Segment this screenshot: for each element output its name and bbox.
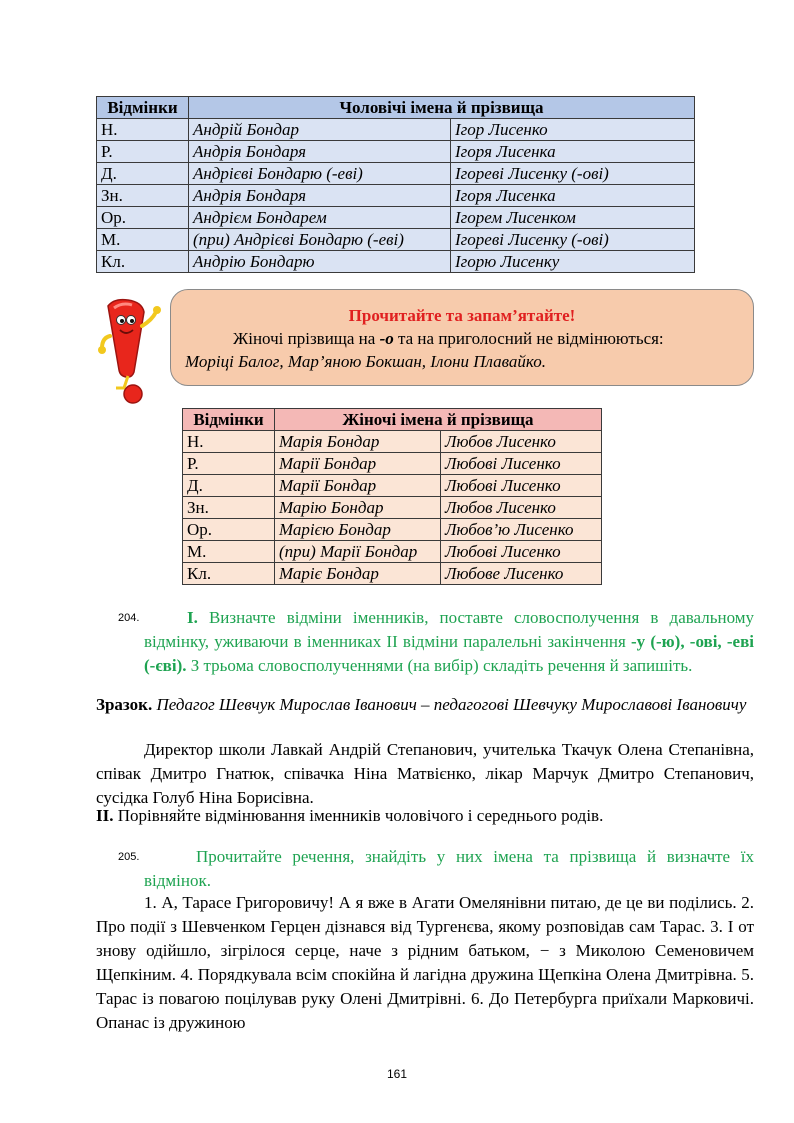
table-row bbox=[183, 563, 602, 585]
name-cell: Марією Бондар bbox=[275, 519, 441, 541]
case-cell: Ор. bbox=[97, 207, 189, 229]
case-cell: Д. bbox=[97, 163, 189, 185]
name-cell: Любові Лисенко bbox=[441, 453, 602, 475]
table-row bbox=[97, 141, 695, 163]
table-row bbox=[183, 453, 602, 475]
task-text: Визначте відміни іменників, поставте словосполучення в давальному відмінку, уживаючи в іменниках II відміни паралельні закінчення bbox=[144, 608, 754, 651]
name-cell: Андрію Бондарю bbox=[189, 251, 451, 273]
name-cell: Ігоря Лисенка bbox=[451, 141, 695, 163]
name-cell: Любові Лисенко bbox=[441, 541, 602, 563]
table-row bbox=[97, 119, 695, 141]
male-names-table bbox=[96, 96, 695, 273]
exercise-204-task bbox=[144, 606, 754, 678]
case-cell: Р. bbox=[97, 141, 189, 163]
name-cell: Андрієві Бондарю (-еві) bbox=[189, 163, 451, 185]
table-row bbox=[183, 475, 602, 497]
name-cell: Любов’ю Лисенко bbox=[441, 519, 602, 541]
table-row bbox=[97, 229, 695, 251]
name-cell: Ігоря Лисенка bbox=[451, 185, 695, 207]
exercise-204-sample bbox=[96, 693, 754, 717]
table-row bbox=[97, 251, 695, 273]
note-ending: -о bbox=[379, 329, 394, 348]
case-cell: Н. bbox=[97, 119, 189, 141]
table-row bbox=[183, 497, 602, 519]
exclamation-mascot-icon bbox=[94, 296, 176, 406]
case-header: Відмінки bbox=[183, 409, 275, 431]
name-cell: Любове Лисенко bbox=[441, 563, 602, 585]
task-endings: -у (-ю), -ові, -еві (-єві). bbox=[144, 632, 754, 675]
note-title: Прочитайте та запам’ятайте! bbox=[348, 306, 576, 325]
case-cell: Зн. bbox=[97, 185, 189, 207]
name-cell: Марії Бондар bbox=[275, 475, 441, 497]
table-row bbox=[97, 207, 695, 229]
case-cell: Ор. bbox=[183, 519, 275, 541]
table-row bbox=[183, 541, 602, 563]
page-number: 161 bbox=[386, 1067, 408, 1081]
table-header-row bbox=[97, 97, 695, 119]
case-cell: Н. bbox=[183, 431, 275, 453]
exercise-205-body: 1. А, Тарасе Григоровичу! А я вже в Агати Омелянівни питаю, де це ви поділись. 2. Про події з Шевченком Герцен дізнався від Тургенєва, якому розповідав сам Тарас. 3. І от знову одійшло, зігрілося серце, наче з рідним батьком, − з Миколою Семеновичем Щепкіним. 4. Порядкувала всім спокійна й лагідна дружина Щепкіна Олена Дмитрівна. 5. Тарас із повагою поцілував руку Олені Дмитрівні. 6. До Петербурга приїхали Марковичі. Опанас із дружиною bbox=[96, 893, 754, 1032]
name-cell: Андрій Бондар bbox=[189, 119, 451, 141]
case-cell: Кл. bbox=[97, 251, 189, 273]
table-row bbox=[97, 185, 695, 207]
sample-text: Педагог Шевчук Мирослав Іванович – педагогові Шевчуку Мирославові Івановичу bbox=[152, 695, 747, 714]
part-label: II. bbox=[96, 806, 114, 825]
sample-label: Зразок. bbox=[96, 695, 153, 714]
name-cell: Ігореві Лисенку (-ові) bbox=[451, 163, 695, 185]
name-cell: Маріє Бондар bbox=[275, 563, 441, 585]
names-header: Чоловічі імена й прізвища bbox=[189, 97, 695, 119]
case-cell: М. bbox=[97, 229, 189, 251]
name-cell: (при) Марії Бондар bbox=[275, 541, 441, 563]
case-cell: М. bbox=[183, 541, 275, 563]
table-row bbox=[183, 519, 602, 541]
female-names-table bbox=[182, 408, 602, 585]
case-cell: Д. bbox=[183, 475, 275, 497]
name-cell: Андрієм Бондарем bbox=[189, 207, 451, 229]
case-cell: Р. bbox=[183, 453, 275, 475]
name-cell: Андрія Бондаря bbox=[189, 185, 451, 207]
table-row bbox=[97, 163, 695, 185]
name-cell: (при) Андрієві Бондарю (-еві) bbox=[189, 229, 451, 251]
name-cell: Марії Бондар bbox=[275, 453, 441, 475]
name-cell: Ігорем Лисенком bbox=[451, 207, 695, 229]
case-cell: Зн. bbox=[183, 497, 275, 519]
exercise-204-body: Директор школи Лавкай Андрій Степанович, учителька Ткачук Олена Степанівна, співак Дмитро Гнатюк, співачка Ніна Матвієнко, лікар Марчук Дмитро Степанович, сусідка Голуб Ніна Борисівна. bbox=[96, 740, 754, 807]
names-header: Жіночі імена й прізвища bbox=[275, 409, 602, 431]
name-cell: Ігорю Лисенку bbox=[451, 251, 695, 273]
part-label: I. bbox=[187, 608, 198, 627]
name-cell: Марія Бондар bbox=[275, 431, 441, 453]
case-cell: Кл. bbox=[183, 563, 275, 585]
note-text-part: Жіночі прізвища на bbox=[233, 329, 380, 348]
note-text bbox=[185, 327, 739, 350]
task-text: Порівняйте відмінювання іменників чоловічого і середнього родів. bbox=[113, 806, 604, 825]
name-cell: Любов Лисенко bbox=[441, 497, 602, 519]
name-cell: Андрія Бондаря bbox=[189, 141, 451, 163]
name-cell: Ігор Лисенко bbox=[451, 119, 695, 141]
case-header: Відмінки bbox=[97, 97, 189, 119]
task-text: З трьома словосполученнями (на вибір) складіть речення й запишіть. bbox=[186, 656, 693, 675]
rule-note-box bbox=[170, 289, 754, 386]
table-header-row bbox=[183, 409, 602, 431]
table-row bbox=[183, 431, 602, 453]
name-cell: Любов Лисенко bbox=[441, 431, 602, 453]
exercise-205-task: Прочитайте речення, знайдіть у них імена та прізвища й визначте їх відмінок. bbox=[144, 847, 754, 890]
name-cell: Марію Бондар bbox=[275, 497, 441, 519]
name-cell: Ігореві Лисенку (-ові) bbox=[451, 229, 695, 251]
exercise-number: 204. bbox=[118, 612, 140, 624]
name-cell: Любові Лисенко bbox=[441, 475, 602, 497]
note-examples: Моріці Балог, Мар’яною Бокшан, Ілони Плавайко. bbox=[185, 352, 546, 371]
exercise-204-part2 bbox=[96, 804, 754, 828]
exercise-number: 205. bbox=[118, 851, 140, 863]
note-text-part: та на приголосний не відмінюються: bbox=[393, 329, 664, 348]
